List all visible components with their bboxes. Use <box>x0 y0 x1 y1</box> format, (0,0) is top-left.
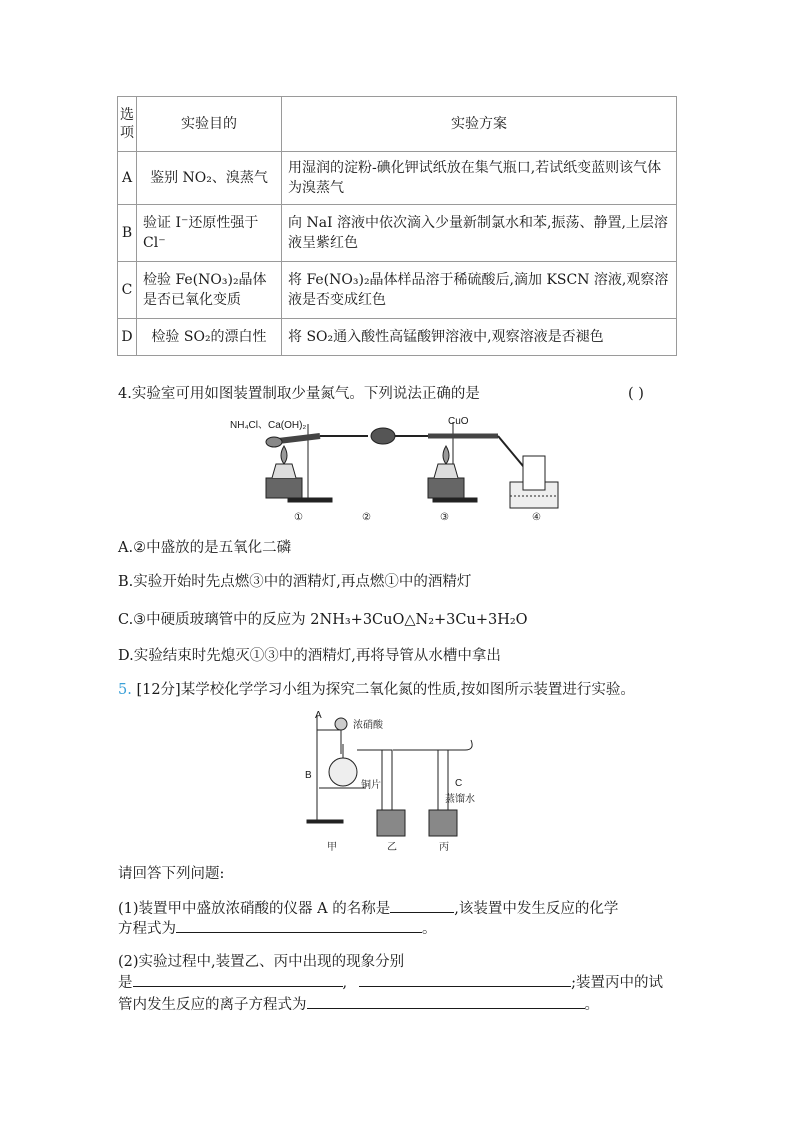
q5-sub1-text-c: 方程式为 <box>118 921 176 937</box>
label-b: B <box>305 770 312 781</box>
q5-answer-blank-1[interactable] <box>390 898 454 913</box>
row-plan: 用湿润的淀粉-碘化钾试纸放在集气瓶口,若试纸变蓝则该气体为溴蒸气 <box>282 152 677 205</box>
label-jia: 甲 <box>327 842 337 853</box>
q5-prompt: 请回答下列问题: <box>118 866 225 882</box>
q5-sub1-line2 <box>118 918 437 939</box>
options-table <box>117 96 677 356</box>
q5-answer-blank-5[interactable] <box>307 994 585 1009</box>
apparatus-label-4: ④ <box>532 512 541 523</box>
header-option: 选项 <box>118 97 137 152</box>
row-option: A <box>118 152 137 205</box>
row-option: C <box>118 262 137 319</box>
q5-sub2-text-e: 管内发生反应的离子方程式为 <box>118 997 307 1013</box>
apparatus-label-2: ② <box>362 512 371 523</box>
row-plan: 将 Fe(NO₃)₂晶体样品溶于稀硫酸后,滴加 KSCN 溶液,观察溶液是否变成红色 <box>282 262 677 319</box>
apparatus-label-1: ① <box>294 512 303 523</box>
row-purpose: 检验 SO₂的漂白性 <box>137 319 282 356</box>
row-purpose: 验证 I⁻还原性强于 Cl⁻ <box>137 205 282 262</box>
label-yi: 乙 <box>387 842 397 853</box>
q5-sub2-text-c: , <box>342 975 348 991</box>
q5-sub1-line1 <box>118 898 618 919</box>
q5-sub2-line1: (2)实验过程中,装置乙、丙中出现的现象分别 <box>118 954 405 970</box>
header-purpose: 实验目的 <box>137 97 282 152</box>
q5-sub2-text-d: ;装置丙中的试 <box>571 975 663 991</box>
q5-sub1-text-d: 。 <box>422 921 437 937</box>
label-bing: 丙 <box>439 842 449 853</box>
q4-option-c[interactable]: C.③中硬质玻璃管中的反应为 2NH₃+3CuO△N₂+3Cu+3H₂O <box>118 612 528 628</box>
q4-answer-bracket: ( ) <box>628 386 644 402</box>
q4-stem: 4.实验室可用如图装置制取少量氮气。下列说法正确的是 <box>118 386 480 402</box>
reagent-left-label: NH₄Cl、Ca(OH)₂ <box>230 420 307 431</box>
row-plan: 向 NaI 溶液中依次滴入少量新制氯水和苯,振荡、静置,上层溶液呈紫红色 <box>282 205 677 262</box>
q4-apparatus-figure <box>228 412 568 530</box>
q5-answer-blank-3[interactable] <box>133 972 343 987</box>
q5-answer-blank-2[interactable] <box>176 918 422 933</box>
reagent-right-label: CuO <box>448 416 469 427</box>
row-purpose: 鉴别 NO₂、溴蒸气 <box>137 152 282 205</box>
q4-option-b[interactable]: B.实验开始时先点燃③中的酒精灯,再点燃①中的酒精灯 <box>118 574 472 590</box>
q5-number: 5. <box>118 682 132 698</box>
q5-sub2-text-f: 。 <box>584 997 599 1013</box>
row-purpose: 检验 Fe(NO₃)₂晶体是否已氧化变质 <box>137 262 282 319</box>
acid-label: 浓硝酸 <box>353 720 383 731</box>
row-plan: 将 SO₂通入酸性高锰酸钾溶液中,观察溶液是否褪色 <box>282 319 677 356</box>
label-a: A <box>315 710 322 721</box>
q5-sub2-line2 <box>118 972 663 993</box>
q5-sub1-text-a: (1)装置甲中盛放浓硝酸的仪器 A 的名称是 <box>118 901 391 917</box>
water-label: 蒸馏水 <box>445 794 475 805</box>
q5-stem-line <box>118 680 635 700</box>
q5-sub1-text-b: ,该装置中发生反应的化学 <box>454 901 619 917</box>
apparatus-label-3: ③ <box>440 512 449 523</box>
q5-sub2-line3 <box>118 994 599 1015</box>
q5-sub2-text-b: 是 <box>118 975 133 991</box>
q5-apparatus-figure <box>305 710 485 853</box>
row-option: B <box>118 205 137 262</box>
q5-answer-blank-4[interactable] <box>359 972 571 987</box>
q4-option-a[interactable]: A.②中盛放的是五氧化二磷 <box>118 540 292 556</box>
label-c: C <box>455 778 463 789</box>
q5-stem: 某学校化学学习小组为探究二氧化氮的性质,按如图所示装置进行实验。 <box>180 682 635 698</box>
header-plan: 实验方案 <box>282 97 677 152</box>
q5-score: [12分] <box>136 682 181 698</box>
copper-label: 铜片 <box>361 780 381 791</box>
q4-option-d[interactable]: D.实验结束时先熄灭①③中的酒精灯,再将导管从水槽中拿出 <box>118 648 501 664</box>
row-option: D <box>118 319 137 356</box>
